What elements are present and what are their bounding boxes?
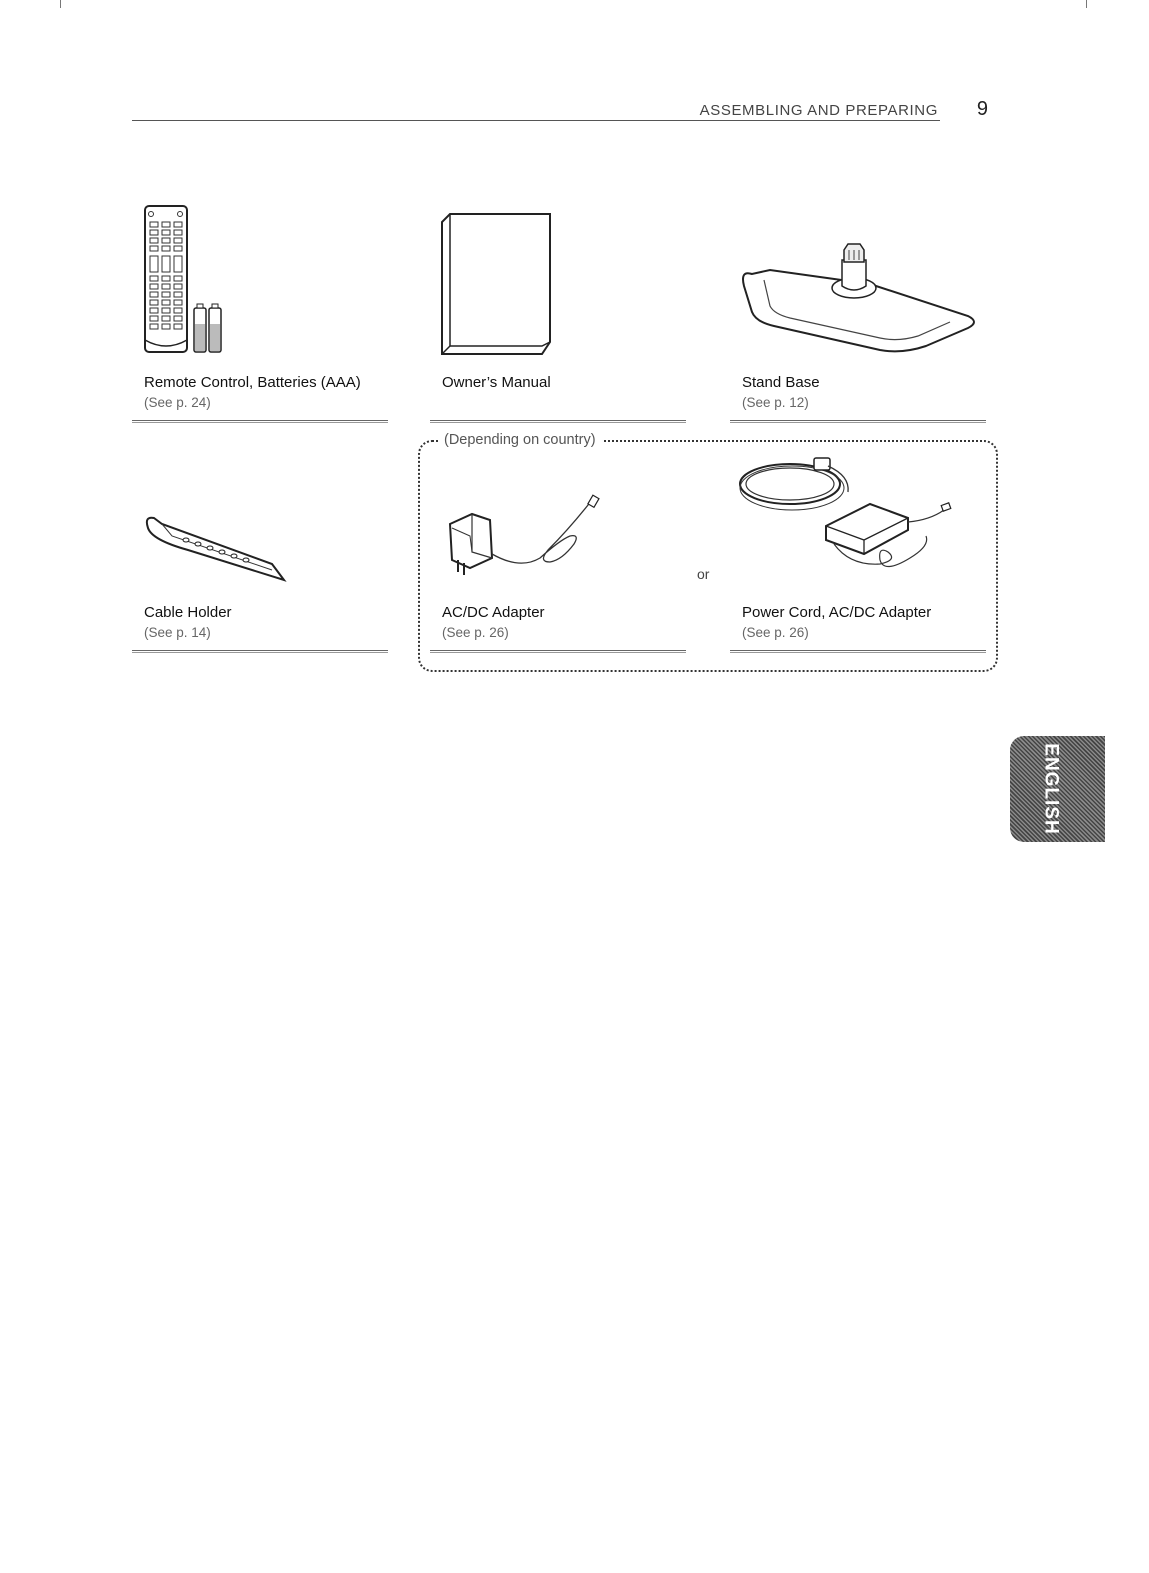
item-divider: [430, 650, 686, 653]
stand-base-icon: [730, 200, 986, 360]
item-power-cord-adapter: [730, 440, 986, 660]
manual-book-icon: [430, 200, 686, 360]
remote-control-icon: [132, 200, 388, 360]
item-reference: (See p. 26): [442, 625, 509, 640]
item-reference: (See p. 24): [144, 395, 211, 410]
ac-dc-adapter-icon: [430, 440, 686, 600]
cable-holder-icon: [132, 440, 388, 600]
item-stand-base: [730, 200, 986, 430]
item-reference: (See p. 14): [144, 625, 211, 640]
section-title: ASSEMBLING AND PREPARING: [699, 102, 938, 119]
country-note: (Depending on country): [440, 432, 602, 448]
item-name: Power Cord, AC/DC Adapter: [742, 604, 932, 621]
item-divider: [730, 650, 986, 653]
item-name: Cable Holder: [144, 604, 232, 621]
language-tab: [1010, 736, 1105, 842]
item-owners-manual: [430, 200, 686, 430]
language-tab-label: ENGLISH: [1041, 743, 1063, 835]
item-name: Remote Control, Batteries (AAA): [144, 374, 361, 391]
item-name: Owner’s Manual: [442, 374, 551, 391]
running-header: [132, 96, 988, 126]
item-name: AC/DC Adapter: [442, 604, 545, 621]
crop-mark-right: [1086, 0, 1087, 8]
or-label: or: [697, 566, 710, 582]
crop-mark-left: [60, 0, 61, 8]
item-reference: (See p. 26): [742, 625, 809, 640]
item-divider: [730, 420, 986, 423]
power-cord-adapter-icon: [730, 440, 986, 600]
item-ac-dc-adapter: [430, 440, 686, 660]
item-divider: [430, 420, 686, 423]
page-number: 9: [976, 98, 988, 120]
item-divider: [132, 650, 388, 653]
item-divider: [132, 420, 388, 423]
header-rule: [132, 120, 940, 121]
item-reference: (See p. 12): [742, 395, 809, 410]
item-remote-control: [132, 200, 388, 430]
item-cable-holder: [132, 440, 388, 660]
item-name: Stand Base: [742, 374, 820, 391]
